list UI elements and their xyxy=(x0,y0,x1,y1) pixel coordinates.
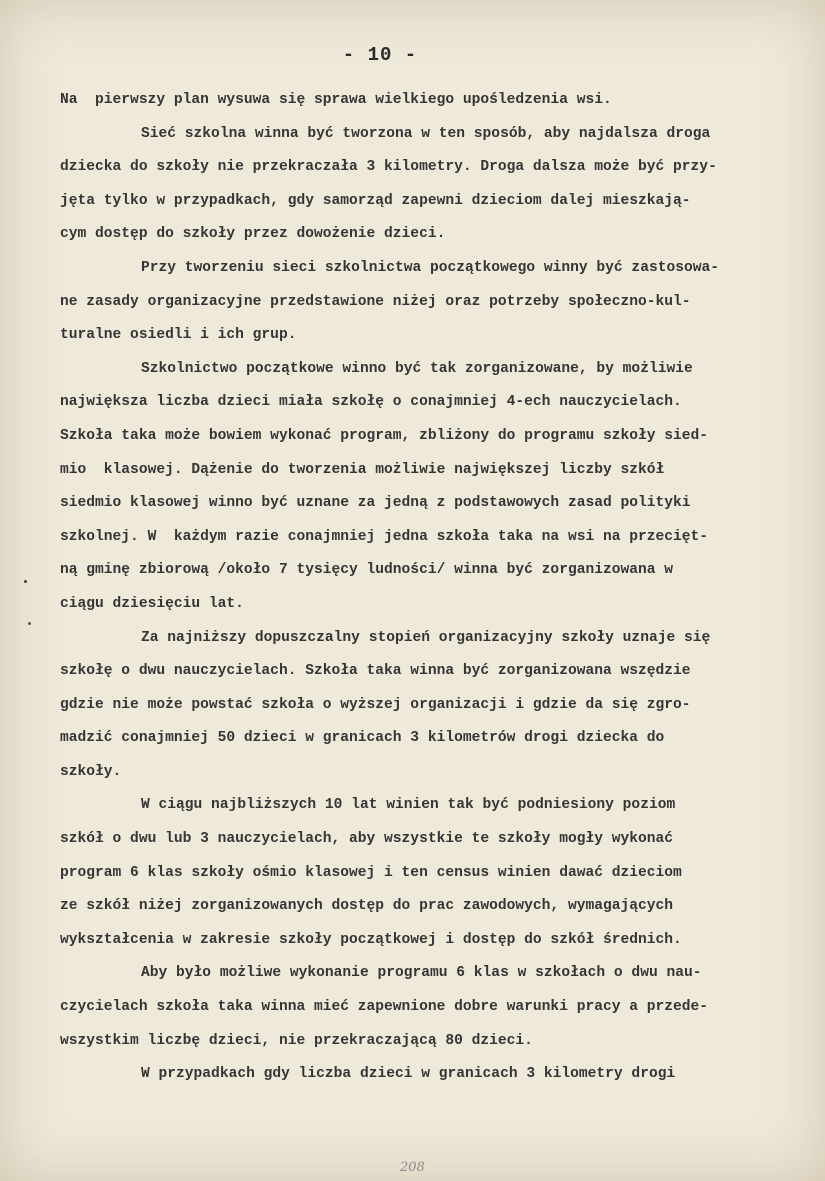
text-line: cym dostęp do szkoły przez dowożenie dzieci. xyxy=(60,226,446,243)
text-line: ze szkół niżej zorganizowanych dostęp do prac zawodowych, wymagających xyxy=(60,898,674,915)
text-line: szkołę o dwu nauczycielach. Szkoła taka winna być zorganizowana wszędzie xyxy=(60,663,691,680)
text-line: Aby było możliwe wykonanie programu 6 klas w szkołach o dwu nau- xyxy=(141,965,702,982)
archive-number: 208 xyxy=(400,1160,425,1175)
text-line: szkoły. xyxy=(60,763,122,780)
text-line: szkolnej. W każdym razie conajmniej jedna szkoła taka na wsi na przecięt- xyxy=(60,528,709,545)
text-line: Szkoła taka może bowiem wykonać program, zbliżony do programu szkoły sied- xyxy=(60,427,709,444)
text-line: Sieć szkolna winna być tworzona w ten sposób, aby najdalsza droga xyxy=(141,125,711,142)
text-line: Za najniższy dopuszczalny stopień organizacyjny szkoły uznaje się xyxy=(141,629,711,646)
typewritten-body xyxy=(60,84,820,1092)
text-line: program 6 klas szkoły ośmio klasowej i ten census winien dawać dzieciom xyxy=(60,864,682,881)
text-line: ciągu dziesięciu lat. xyxy=(60,595,244,612)
text-line: turalne osiedli i ich grup. xyxy=(60,327,297,344)
text-line: ne zasady organizacyjne przedstawione niżej oraz potrzeby społeczno-kul- xyxy=(60,293,691,310)
text-line: siedmio klasowej winno być uznane za jedną z podstawowych zasad polityki xyxy=(60,495,691,512)
text-line: madzić conajmniej 50 dzieci w granicach 3 kilometrów drogi dziecka do xyxy=(60,730,665,747)
text-line: W przypadkach gdy liczba dzieci w granicach 3 kilometry drogi xyxy=(141,1066,676,1083)
page-number: - 10 - xyxy=(342,44,418,66)
text-line: wszystkim liczbę dzieci, nie przekraczającą 80 dzieci. xyxy=(60,1032,533,1049)
text-line: wykształcenia w zakresie szkoły początkowej i dostęp do szkół średnich. xyxy=(60,931,682,948)
text-line: jęta tylko w przypadkach, gdy samorząd zapewni dzieciom dalej mieszkają- xyxy=(60,192,691,209)
text-line: W ciągu najbliższych 10 lat winien tak być podniesiony poziom xyxy=(141,797,676,814)
text-line: największa liczba dzieci miała szkołę o conajmniej 4-ech nauczycielach. xyxy=(60,394,682,411)
text-line: Szkolnictwo początkowe winno być tak zorganizowane, by możliwie xyxy=(141,360,693,377)
text-line: szkół o dwu lub 3 nauczycielach, aby wszystkie te szkoły mogły wykonać xyxy=(60,831,674,848)
margin-mark xyxy=(24,580,27,583)
text-line: gdzie nie może powstać szkoła o wyższej organizacji i gdzie da się zgro- xyxy=(60,696,691,713)
text-line: Przy tworzeniu sieci szkolnictwa początkowego winny być zastosowa- xyxy=(141,259,720,276)
text-line: mio klasowej. Dążenie do tworzenia możliwie największej liczby szkół xyxy=(60,461,665,478)
text-line: ną gminę zbiorową /około 7 tysięcy ludności/ winna być zorganizowana w xyxy=(60,562,674,579)
text-line: dziecka do szkoły nie przekraczała 3 kilometry. Droga dalsza może być przy- xyxy=(60,159,717,176)
text-line: czycielach szkoła taka winna mieć zapewnione dobre warunki pracy a przede- xyxy=(60,999,709,1016)
margin-mark xyxy=(28,622,31,625)
text-line: Na pierwszy plan wysuwa się sprawa wielkiego upośledzenia wsi. xyxy=(60,92,612,108)
